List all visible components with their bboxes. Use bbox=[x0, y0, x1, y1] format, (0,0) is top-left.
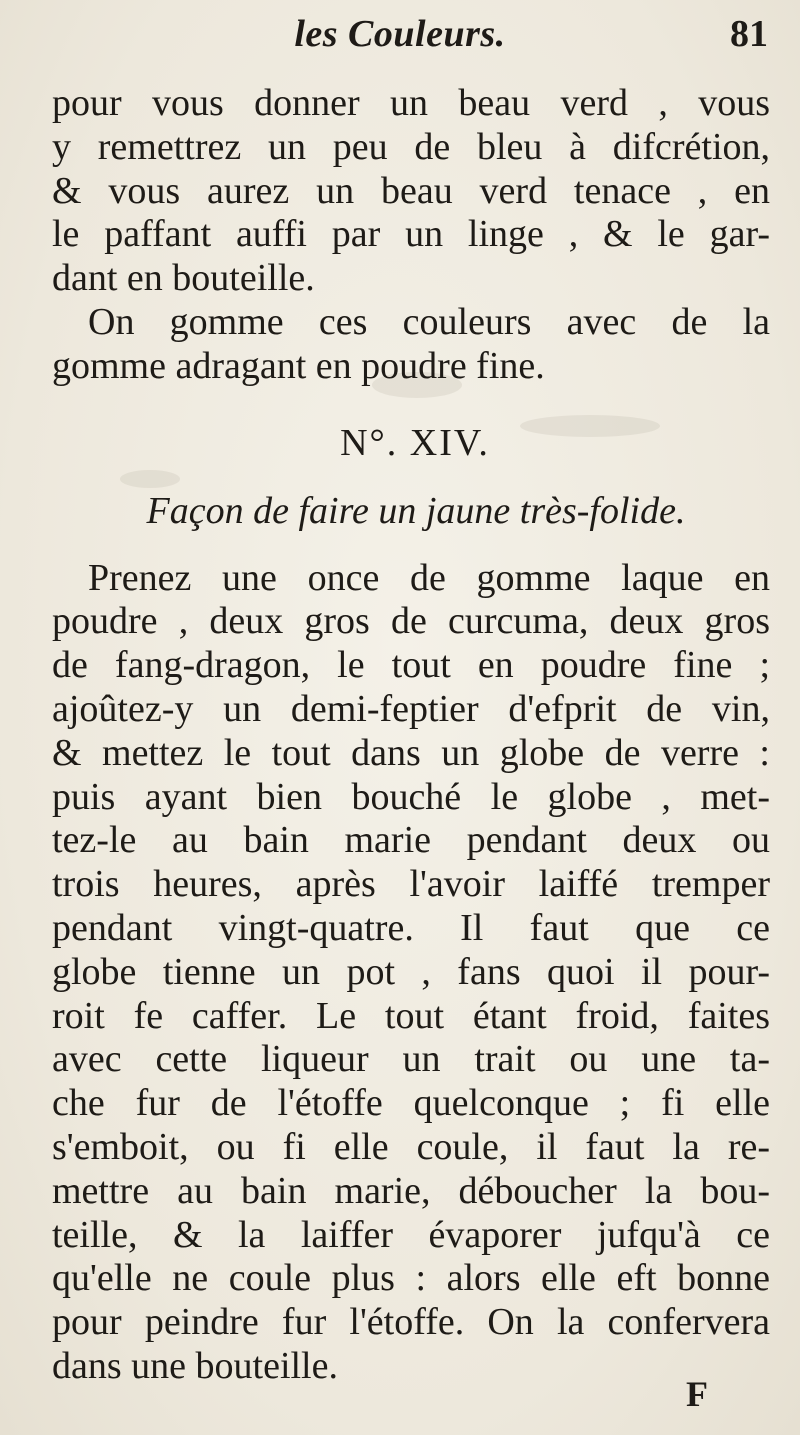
text-line: pour vous donner un beau verd , vous bbox=[52, 82, 770, 124]
running-head-title: les Couleurs. bbox=[294, 13, 506, 55]
text-line: puis ayant bien bouché le globe , met- bbox=[52, 775, 770, 818]
text-line: avec cette liqueur un trait ou une ta- bbox=[52, 1038, 770, 1081]
running-head bbox=[0, 8, 800, 58]
text-line: roit fe caffer. Le tout étant froid, faites bbox=[52, 994, 770, 1037]
paragraph-2 bbox=[52, 301, 770, 389]
text-line: y remettrez un peu de bleu à difcrétion, bbox=[52, 125, 770, 168]
text-line: & vous aurez un beau verd tenace , en bbox=[52, 169, 770, 212]
text-line: & mettez le tout dans un globe de verre : bbox=[52, 731, 770, 774]
text-line: dant en bouteille. bbox=[52, 257, 315, 300]
page-number: 81 bbox=[730, 13, 768, 55]
text-line: mettre au bain marie, déboucher la bou- bbox=[52, 1169, 770, 1212]
text-line: poudre , deux gros de curcuma, deux gros bbox=[52, 600, 770, 643]
text-line: che fur de l'étoffe quelconque ; fi elle bbox=[52, 1082, 770, 1125]
text-line: On gomme ces couleurs avec de la bbox=[88, 300, 770, 343]
text-line: le paffant auffi par un linge , & le gar- bbox=[52, 213, 770, 256]
text-line: gomme adragant en poudre fine. bbox=[52, 344, 545, 387]
text-line: pendant vingt-quatre. Il faut que ce bbox=[52, 906, 770, 949]
text-line: pour peindre fur l'étoffe. On la confervera bbox=[52, 1301, 770, 1344]
text-line: ajoûtez-y un demi-feptier d'efprit de vin, bbox=[52, 687, 770, 730]
text-line: qu'elle ne coule plus : alors elle eft bonne bbox=[52, 1257, 770, 1300]
body-text bbox=[52, 82, 770, 1389]
text-line: de fang-dragon, le tout en poudre fine ; bbox=[52, 644, 770, 687]
text-line: trois heures, après l'avoir laiffé tremper bbox=[52, 863, 770, 906]
text-line: dans une bouteille. bbox=[52, 1344, 338, 1387]
section-number: N°. XIV. bbox=[340, 421, 490, 464]
text-line: s'emboit, ou fi elle coule, il faut la re- bbox=[52, 1125, 770, 1168]
paragraph-3 bbox=[52, 557, 770, 1389]
text-line: tez-le au bain marie pendant deux ou bbox=[52, 819, 770, 862]
text-line: Prenez une once de gomme laque en bbox=[88, 556, 770, 599]
section-title: Façon de faire un jaune très-folide. bbox=[146, 489, 686, 532]
text-line: teille, & la laiffer évaporer jufqu'à ce bbox=[52, 1213, 770, 1256]
paragraph-1 bbox=[52, 82, 770, 301]
text-line: globe tienne un pot , fans quoi il pour- bbox=[52, 950, 770, 993]
signature-mark: F bbox=[686, 1374, 708, 1414]
